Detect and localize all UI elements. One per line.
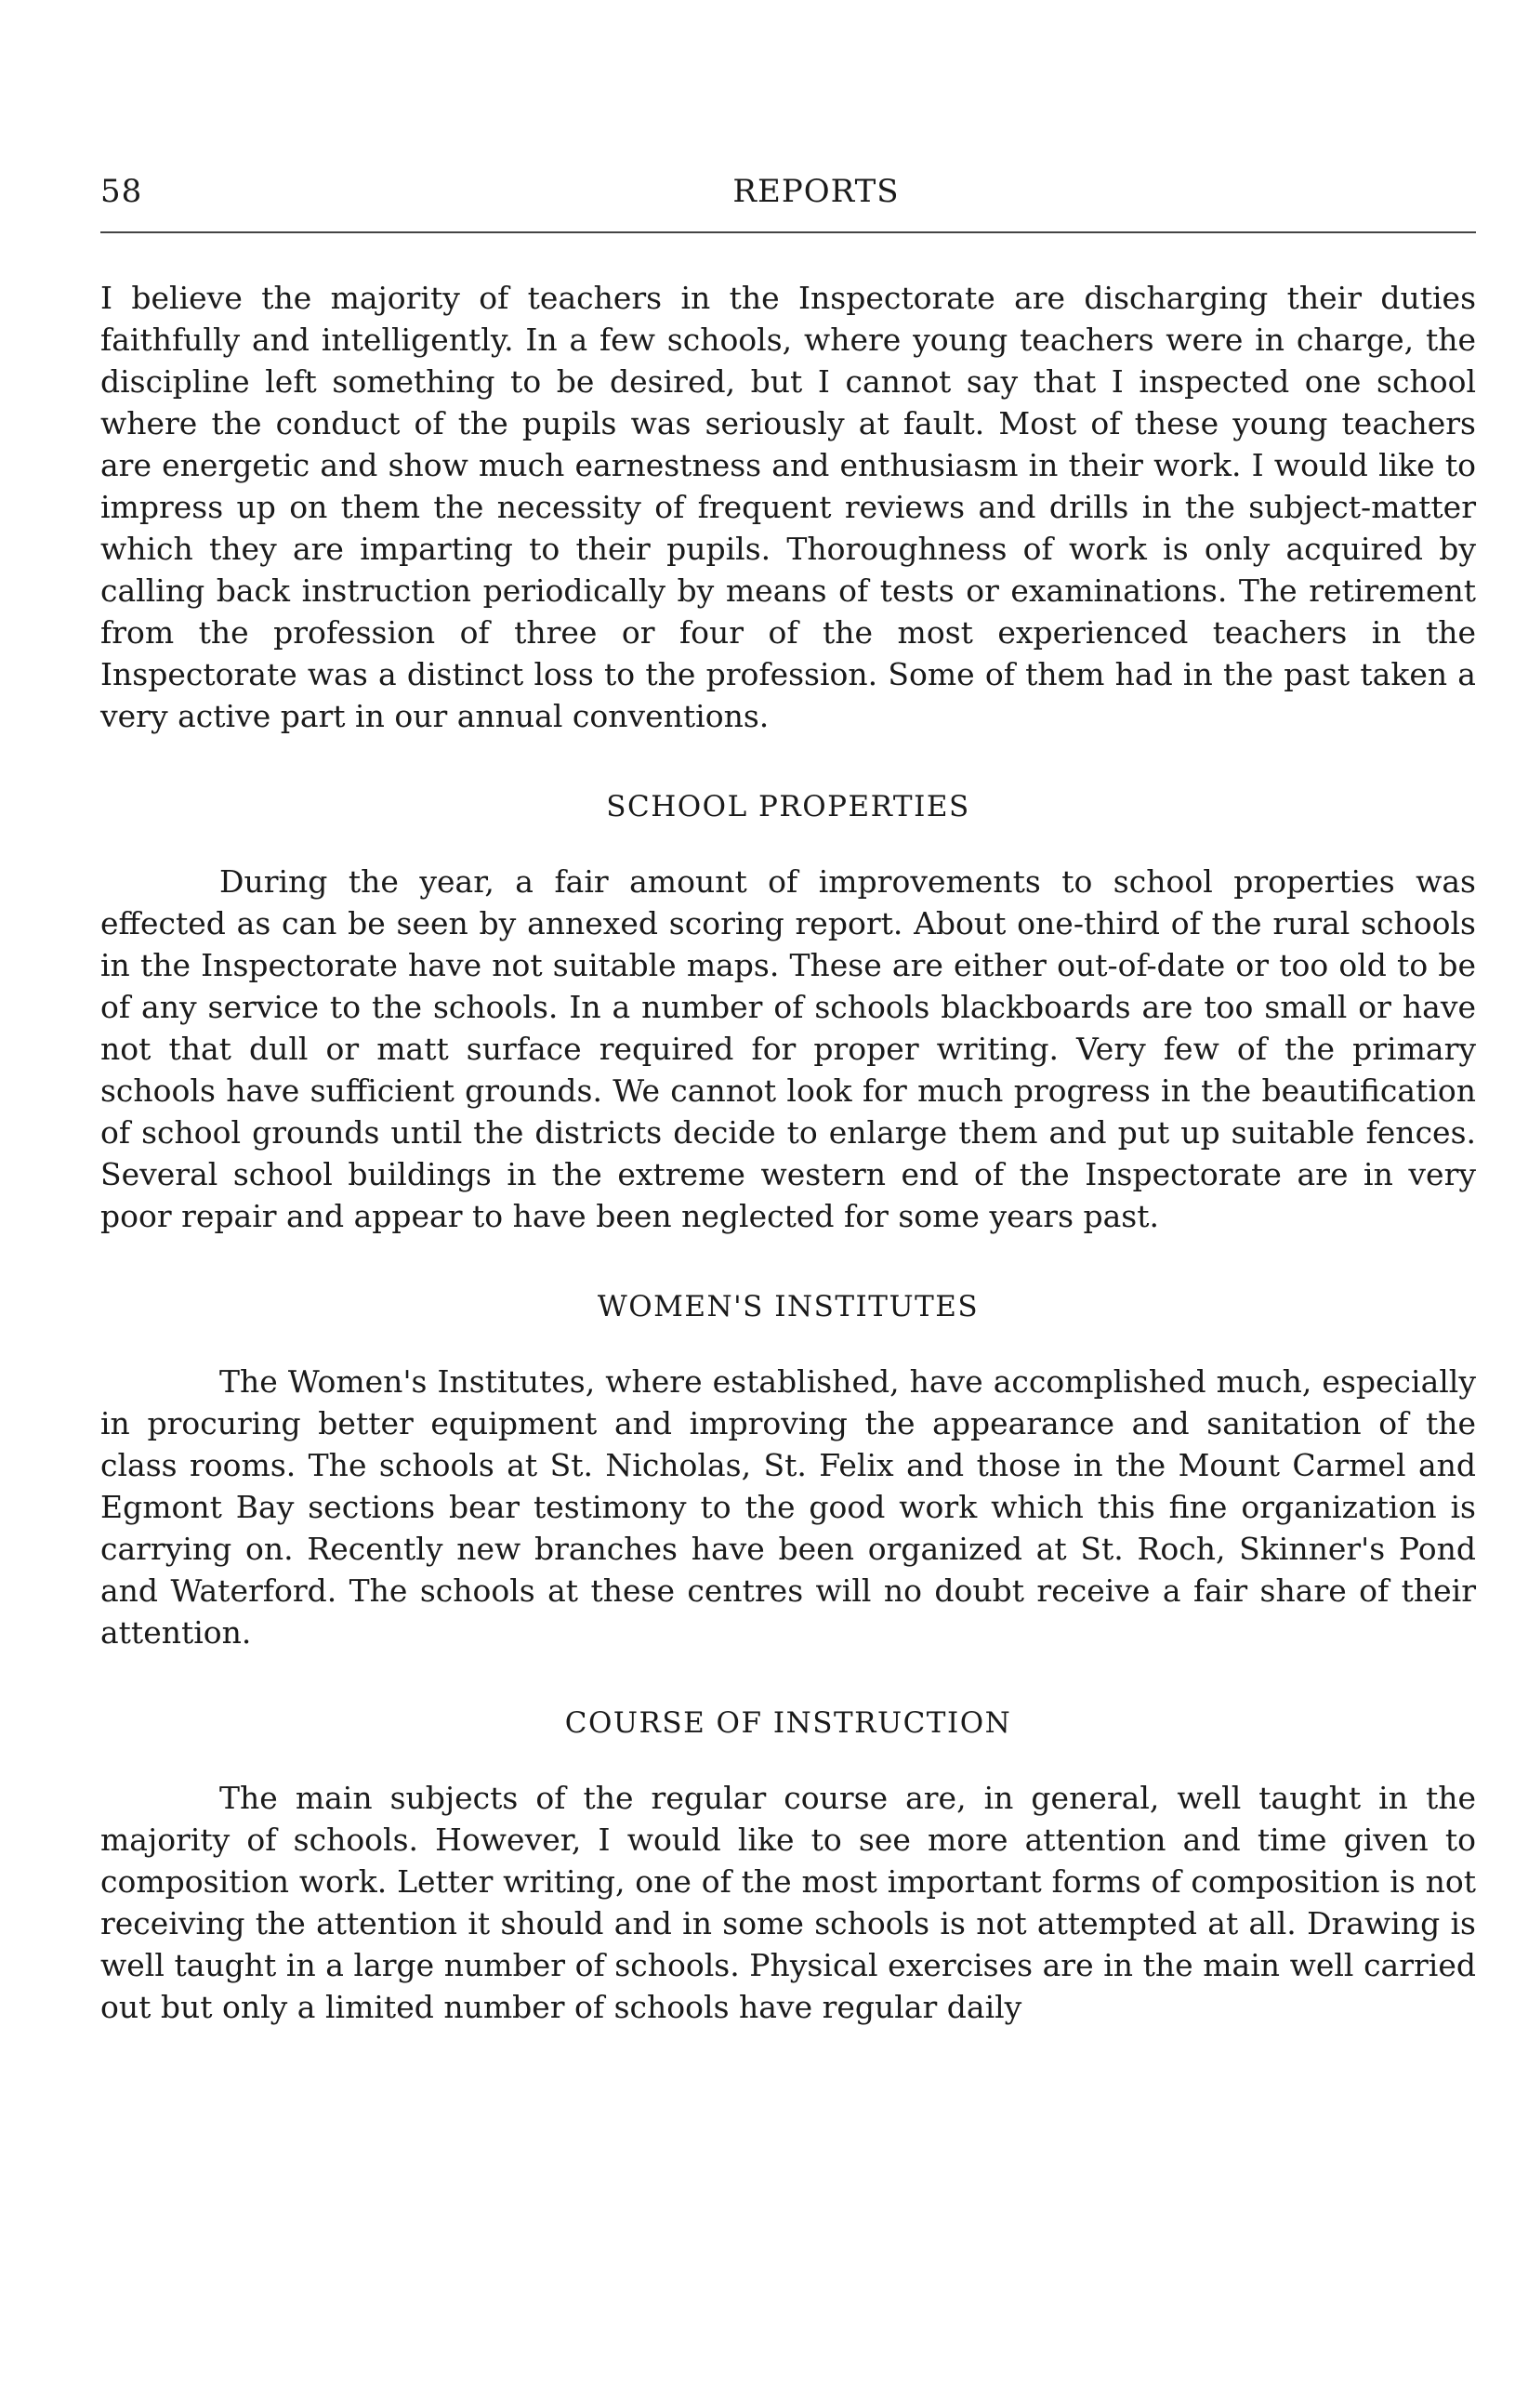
womens-institutes-paragraph: The Women's Institutes, where established, have accomplished much, especially in procuring better equipment and improving the appearance and sanitation of the class rooms. The schools at St. Nicholas, St. Felix and those in the Mount Carmel and Egmont Bay sections bear testimony to the good work which this fine organization is carrying on. Recently new branches have been organized at St. Roch, Skinner's Pond and Waterford. The schools at these centres will no doubt receive a fair share of their attention. <box>100 1363 1476 1651</box>
running-head <box>100 173 1476 225</box>
running-title: REPORTS <box>732 173 900 210</box>
section-heading-school-properties: SCHOOL PROPERTIES <box>606 790 970 823</box>
page-number: 58 <box>100 173 143 210</box>
section-heading-course-of-instruction: COURSE OF INSTRUCTION <box>564 1706 1012 1740</box>
page <box>100 173 1476 2025</box>
body-text <box>100 277 1476 2028</box>
header-rule <box>100 231 1476 233</box>
intro-paragraph: I believe the majority of teachers in the Inspectorate are discharging their duties faithfully and intelligently. In a few schools, where young teachers were in charge, the discipline left something to be desired, but I cannot say that I inspected one school where the conduct of the pupils was seriously at fault. Most of these young teachers are energetic and show much earnestness and enthusiasm in their work. I would like to impress up on them the necessity of frequent reviews and drills in the subject-matter which they are imparting to their pupils. Thoroughness of work is only acquired by calling back instruction periodically by means of tests or examinations. The retirement from the profession of three or four of the most experienced teachers in the Inspectorate was a distinct loss to the profession. Some of them had in the past taken a very active part in our annual conventions. <box>100 280 1476 734</box>
course-of-instruction-paragraph: The main subjects of the regular course are, in general, well taught in the majority of schools. However, I would like to see more attention and time given to composition work. Letter writing, one of the most important forms of composition is not receiving the attention it should and in some schools is not attempted at all. Drawing is well taught in a large number of schools. Physical exercises are in the main well carried out but only a limited number of schools have regular daily <box>100 1780 1476 2025</box>
section-heading-womens-institutes: WOMEN'S INSTITUTES <box>597 1290 980 1323</box>
school-properties-paragraph: During the year, a fair amount of improvements to school properties was effected as can be seen by annexed scoring report. About one-third of the rural schools in the Inspectorate have not suitable maps. These are either out-of-date or too old to be of any service to the schools. In a number of schools blackboards are too small or have not that dull or matt surface required for proper writing. Very few of the primary schools have sufficient grounds. We cannot look for much progress in the beautification of school grounds until the districts decide to enlarge them and put up suitable fences. Several school buildings in the extreme western end of the Inspectorate are in very poor repair and appear to have been neglected for some years past. <box>100 863 1476 1234</box>
